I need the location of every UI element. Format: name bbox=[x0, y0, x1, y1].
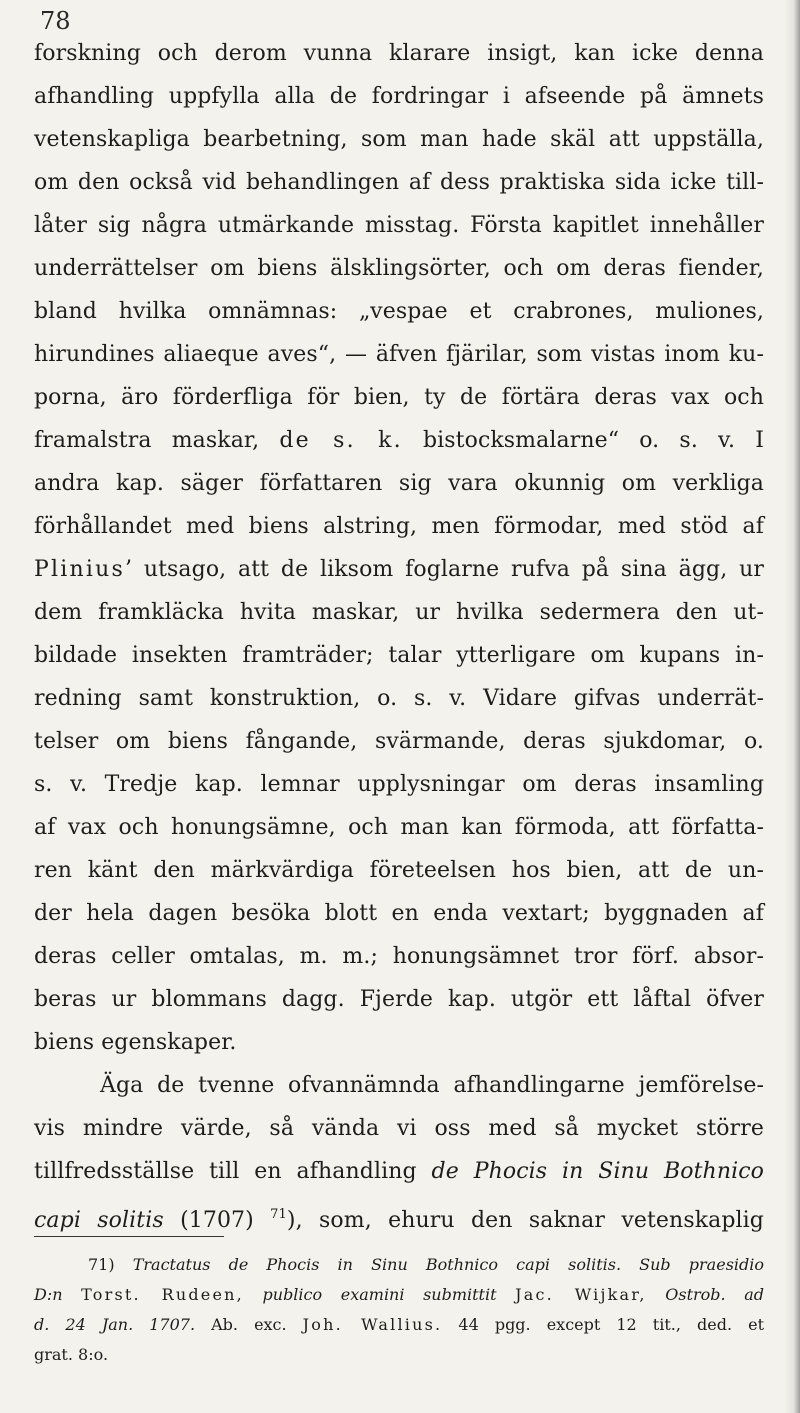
text-line-segment: biens egenskaper. bbox=[34, 1030, 237, 1055]
text-line bbox=[34, 763, 764, 806]
text-line-segment: 71 bbox=[270, 1207, 287, 1222]
footnote-line-segment: Ab. exc. bbox=[195, 1315, 303, 1334]
footnote bbox=[34, 1250, 764, 1370]
footnote-line-segment: Torst. Rudeen, bbox=[81, 1285, 244, 1304]
page-number: 78 bbox=[40, 7, 71, 35]
text-line bbox=[34, 419, 764, 462]
text-line bbox=[34, 548, 764, 591]
footnote-line bbox=[34, 1340, 764, 1370]
text-line bbox=[34, 591, 764, 634]
footnote-line-segment bbox=[497, 1285, 516, 1304]
text-line-segment: ), som, ehuru den saknar vetenskaplig bbox=[286, 1208, 764, 1233]
text-line bbox=[34, 634, 764, 677]
page-edge-shadow bbox=[784, 0, 800, 1413]
text-line bbox=[34, 333, 764, 376]
footnote-separator bbox=[34, 1236, 224, 1237]
text-line-segment: bistocksmalarne“ o. s. v. I bbox=[402, 428, 765, 453]
text-line-segment: vis mindre värde, så vända vi oss med så mycket större bbox=[34, 1116, 764, 1141]
text-line-segment: der hela dagen besöka blott en enda vextart; byggnaden af bbox=[34, 901, 764, 926]
footnote-line-segment bbox=[244, 1285, 263, 1304]
footnote-line bbox=[34, 1280, 764, 1310]
text-line-segment: ’ utsago, att de liksom foglarne rufva på sina ägg, ur bbox=[124, 557, 764, 582]
text-line-segment: tillfredsställse till en afhandling bbox=[34, 1159, 432, 1184]
text-line bbox=[34, 806, 764, 849]
text-line-segment: om den också vid behandlingen af dess praktiska sida icke till- bbox=[34, 170, 764, 195]
text-line-segment: porna, äro förderfliga för bien, ty de förtära deras vax och bbox=[34, 385, 764, 410]
text-line-segment: framalstra maskar, bbox=[34, 428, 280, 453]
text-line-segment: ren känt den märkvärdiga företeelsen hos bien, att de un- bbox=[34, 858, 764, 883]
text-line bbox=[34, 376, 764, 419]
footnote-line-segment: 71) bbox=[88, 1255, 133, 1274]
text-line bbox=[34, 161, 764, 204]
body-text bbox=[34, 32, 764, 1236]
text-line-segment: bildade insekten framträder; talar ytterligare om kupans in- bbox=[34, 643, 764, 668]
text-line bbox=[34, 204, 764, 247]
text-line bbox=[34, 462, 764, 505]
text-line bbox=[34, 1193, 764, 1236]
text-line-segment: andra kap. säger författaren sig vara okunnig om verkliga bbox=[34, 471, 764, 496]
text-line bbox=[34, 1150, 764, 1193]
text-line bbox=[34, 75, 764, 118]
text-line bbox=[34, 1021, 764, 1064]
text-line-segment: underrättelser om biens älsklingsörter, och om deras fiender, bbox=[34, 256, 764, 281]
footnote-line-segment: Jac. Wijkar, bbox=[515, 1285, 647, 1304]
text-line-segment: capi solitis bbox=[34, 1208, 164, 1233]
text-line-segment: af vax och honungsämne, och man kan förmoda, att författa- bbox=[34, 815, 764, 840]
footnote-line-segment: d. 24 Jan. 1707. bbox=[34, 1315, 196, 1334]
text-line-segment: hirundines aliaeque aves“, — äfven fjärilar, som vistas inom ku- bbox=[34, 342, 764, 367]
footnote-line-segment: Joh. Wallius. bbox=[302, 1315, 443, 1334]
text-line bbox=[34, 505, 764, 548]
text-line-segment: Plinius bbox=[34, 557, 125, 582]
footnote-line-segment: Tractatus de Phocis in Sinu Bothnico capi solitis. Sub praesidio bbox=[132, 1255, 765, 1274]
footnote-line-segment: grat. 8:o. bbox=[34, 1345, 109, 1364]
text-line-segment: Äga de tvenne ofvannämnda afhandlingarne jemförelse- bbox=[100, 1073, 764, 1098]
text-line bbox=[34, 978, 764, 1021]
text-line-segment: vetenskapliga bearbetning, som man hade skäl att uppställa, bbox=[34, 127, 764, 152]
text-line-segment: de s. k. bbox=[279, 428, 403, 453]
text-line-segment: de Phocis in Sinu Bothnico bbox=[431, 1159, 764, 1184]
footnote-line bbox=[34, 1250, 764, 1280]
text-line-segment: forskning och derom vunna klarare insigt, kan icke denna bbox=[34, 41, 764, 66]
footnote-line-segment bbox=[647, 1285, 666, 1304]
text-line bbox=[34, 247, 764, 290]
footnote-line bbox=[34, 1310, 764, 1340]
text-line-segment: deras celler omtalas, m. m.; honungsämnet tror förf. absor- bbox=[34, 944, 764, 969]
text-line-segment: bland hvilka omnämnas: „vespae et crabrones, muliones, bbox=[34, 299, 764, 324]
footnote-line-segment: D:n bbox=[34, 1285, 63, 1304]
footnote-line-segment: Ostrob. ad bbox=[665, 1285, 764, 1304]
text-line bbox=[34, 720, 764, 763]
text-line bbox=[34, 290, 764, 333]
text-line-segment: afhandling uppfylla alla de fordringar i afseende på ämnets bbox=[34, 84, 764, 109]
text-line bbox=[34, 849, 764, 892]
footnote-line-segment bbox=[63, 1285, 82, 1304]
text-line bbox=[34, 892, 764, 935]
text-line-segment: s. v. Tredje kap. lemnar upplysningar om deras insamling bbox=[34, 772, 764, 797]
footnote-line-segment: 44 pgg. except 12 tit., ded. et bbox=[442, 1315, 765, 1334]
text-line bbox=[34, 32, 764, 75]
text-line bbox=[34, 1107, 764, 1150]
text-line-segment: redning samt konstruktion, o. s. v. Vidare gifvas underrät- bbox=[34, 686, 764, 711]
text-line-segment: (1707) bbox=[163, 1208, 271, 1233]
text-line bbox=[34, 1064, 764, 1107]
footnote-line-segment: publico examini submittit bbox=[262, 1285, 497, 1304]
text-line bbox=[34, 677, 764, 720]
text-line-segment: dem framkläcka hvita maskar, ur hvilka sedermera den ut- bbox=[34, 600, 764, 625]
text-line bbox=[34, 935, 764, 978]
text-line bbox=[34, 118, 764, 161]
text-line-segment: låter sig några utmärkande misstag. Första kapitlet innehåller bbox=[34, 213, 764, 238]
text-line-segment: telser om biens fångande, svärmande, deras sjukdomar, o. bbox=[34, 729, 764, 754]
text-line-segment: förhållandet med biens alstring, men förmodar, med stöd af bbox=[34, 514, 764, 539]
text-line-segment: beras ur blommans dagg. Fjerde kap. utgör ett låftal öfver bbox=[34, 987, 764, 1012]
